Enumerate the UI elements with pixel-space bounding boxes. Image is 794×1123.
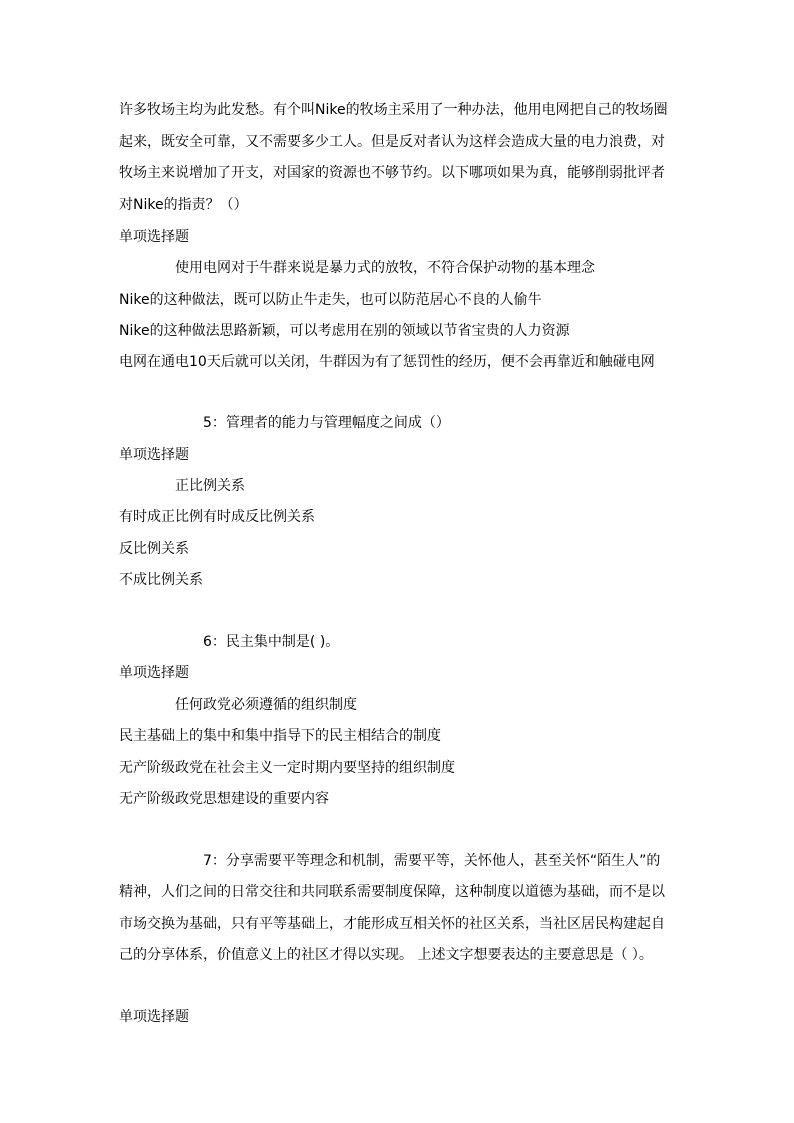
q4-option-c: Nike的这种做法思路新颖，可以考虑用在别的领域以节省宝贵的人力资源 [119,323,570,339]
q4-stem-line-2: 起来，既安全可靠，又不需要多少工人。但是反对者认为这样会造成大量的电力浪费，对 [119,134,665,150]
q4-stem-line-1: 许多牧场主均为此发愁。有个叫Nike的牧场主采用了一种办法，他用电网把自己的牧场圈 [119,102,668,118]
q4-option-d: 电网在通电10天后就可以关闭，牛群因为有了惩罚性的经历，便不会再靠近和触碰电网 [119,354,655,370]
q6-option-d: 无产阶级政党思想建设的重要内容 [119,791,329,807]
q7-stem-line-2: 精神，人们之间的日常交往和共同联系需要制度保障，这种制度以道德为基础，而不是以 [119,884,665,900]
q4-option-b: Nike的这种做法，既可以防止牛走失，也可以防范居心不良的人偷牛 [119,292,542,308]
q7-stem-line-3: 市场交换为基础，只有平等基础上，才能形成互相关怀的社区关系，当社区居民构建起自 [119,916,665,932]
q5-stem: 5：管理者的能力与管理幅度之间成（） [203,415,450,431]
q4-stem-line-4: 对Nike的指责？（） [119,197,248,213]
q4-question-type: 单项选择题 [119,229,189,245]
q5-option-b: 有时成正比例有时成反比例关系 [119,509,315,525]
q6-stem: 6：民主集中制是( )。 [203,634,340,650]
q6-option-c: 无产阶级政党在社会主义一定时期内要坚持的组织制度 [119,760,455,776]
q7-stem-line-1: 7：分享需要平等理念和机制，需要平等，关怀他人，甚至关怀“陌生人”的 [203,853,661,869]
q5-question-type: 单项选择题 [119,447,189,463]
q5-option-d: 不成比例关系 [119,572,203,588]
q5-option-a: 正比例关系 [175,478,245,494]
q7-question-type: 单项选择题 [119,1009,189,1025]
q6-question-type: 单项选择题 [119,665,189,681]
q6-option-b: 民主基础上的集中和集中指导下的民主相结合的制度 [119,728,441,744]
q4-stem-line-3: 牧场主来说增加了开支，对国家的资源也不够节约。以下哪项如果为真，能够削弱批评者 [119,165,665,181]
q7-stem-line-4: 己的分享体系，价值意义上的社区才得以实现。 上述文字想要表达的主要意思是（ ）。 [119,947,653,963]
q6-option-a: 任何政党必须遵循的组织制度 [175,697,357,713]
q4-option-a: 使用电网对于牛群来说是暴力式的放牧，不符合保护动物的基本理念 [175,260,595,276]
q5-option-c: 反比例关系 [119,541,189,557]
